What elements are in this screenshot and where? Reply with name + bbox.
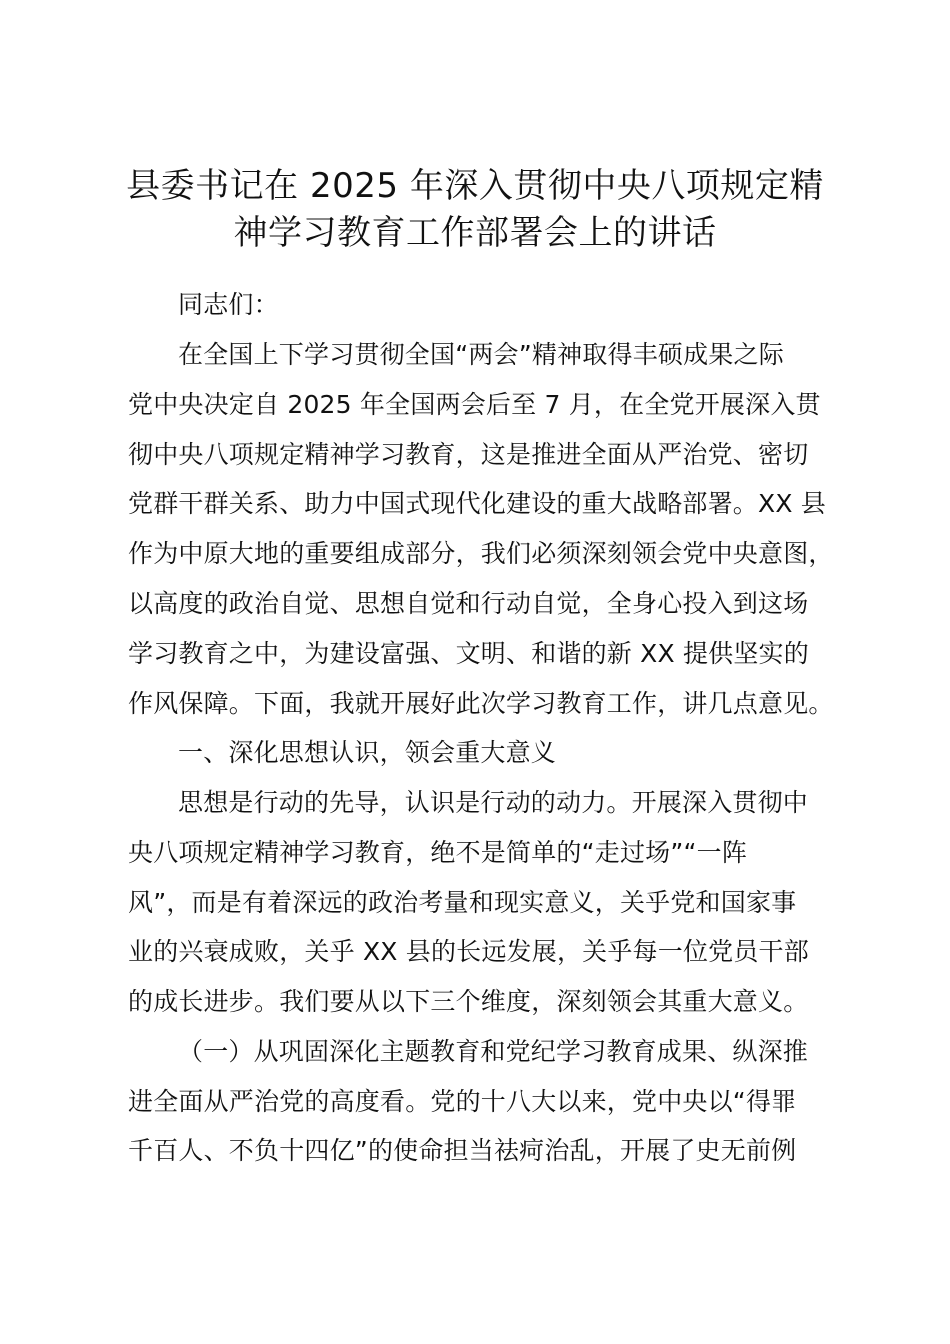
paragraph-2-line-1: 思想是行动的先导，认识是行动的动力。开展深入贯彻中 [178,788,809,817]
document-title-line-1: 县委书记在 2025 年深入贯彻中央八项规定精 [126,166,824,206]
paragraph-1-line-3: 彻中央八项规定精神学习教育，这是推进全面从严治党、密切 [128,440,809,469]
paragraph-1-line-4: 党群干群关系、助力中国式现代化建设的重大战略部署。XX 县 [128,489,827,518]
paragraph-3-line-3: 千百人、不负十四亿”的使命担当祛疴治乱，开展了史无前例 [128,1136,797,1165]
paragraph-1-line-5: 作为中原大地的重要组成部分，我们必须深刻领会党中央意图， [128,539,834,568]
paragraph-1-line-8: 作风保障。下面，我就开展好此次学习教育工作，讲几点意见。 [128,689,834,718]
paragraph-2-line-2: 央八项规定精神学习教育，绝不是简单的“走过场”“一阵 [128,838,748,867]
paragraph-1-line-6: 以高度的政治自觉、思想自觉和行动自觉，全身心投入到这场 [128,589,809,618]
paragraph-2-line-4: 业的兴衰成败，关乎 XX 县的长远发展，关乎每一位党员干部 [128,937,809,966]
paragraph-2-line-5: 的成长进步。我们要从以下三个维度，深刻领会其重大意义。 [128,987,809,1016]
paragraph-1-line-7: 学习教育之中，为建设富强、文明、和谐的新 XX 提供坚实的 [128,639,809,668]
salutation: 同志们： [178,290,279,319]
paragraph-1-line-2: 党中央决定自 2025 年全国两会后至 7 月，在全党开展深入贯 [128,390,821,419]
paragraph-1-line-1: 在全国上下学习贯彻全国“两会”精神取得丰硕成果之际 [178,340,784,369]
document-title-line-2: 神学习教育工作部署会上的讲话 [233,213,717,253]
paragraph-2-line-3: 风”，而是有着深远的政治考量和现实意义，关乎党和国家事 [128,888,797,917]
paragraph-3-line-2: 进全面从严治党的高度看。党的十八大以来，党中央以“得罪 [128,1087,797,1116]
paragraph-3-line-1: （一）从巩固深化主题教育和党纪学习教育成果、纵深推 [178,1037,809,1066]
section-heading-1: 一、深化思想认识，领会重大意义 [178,738,557,767]
